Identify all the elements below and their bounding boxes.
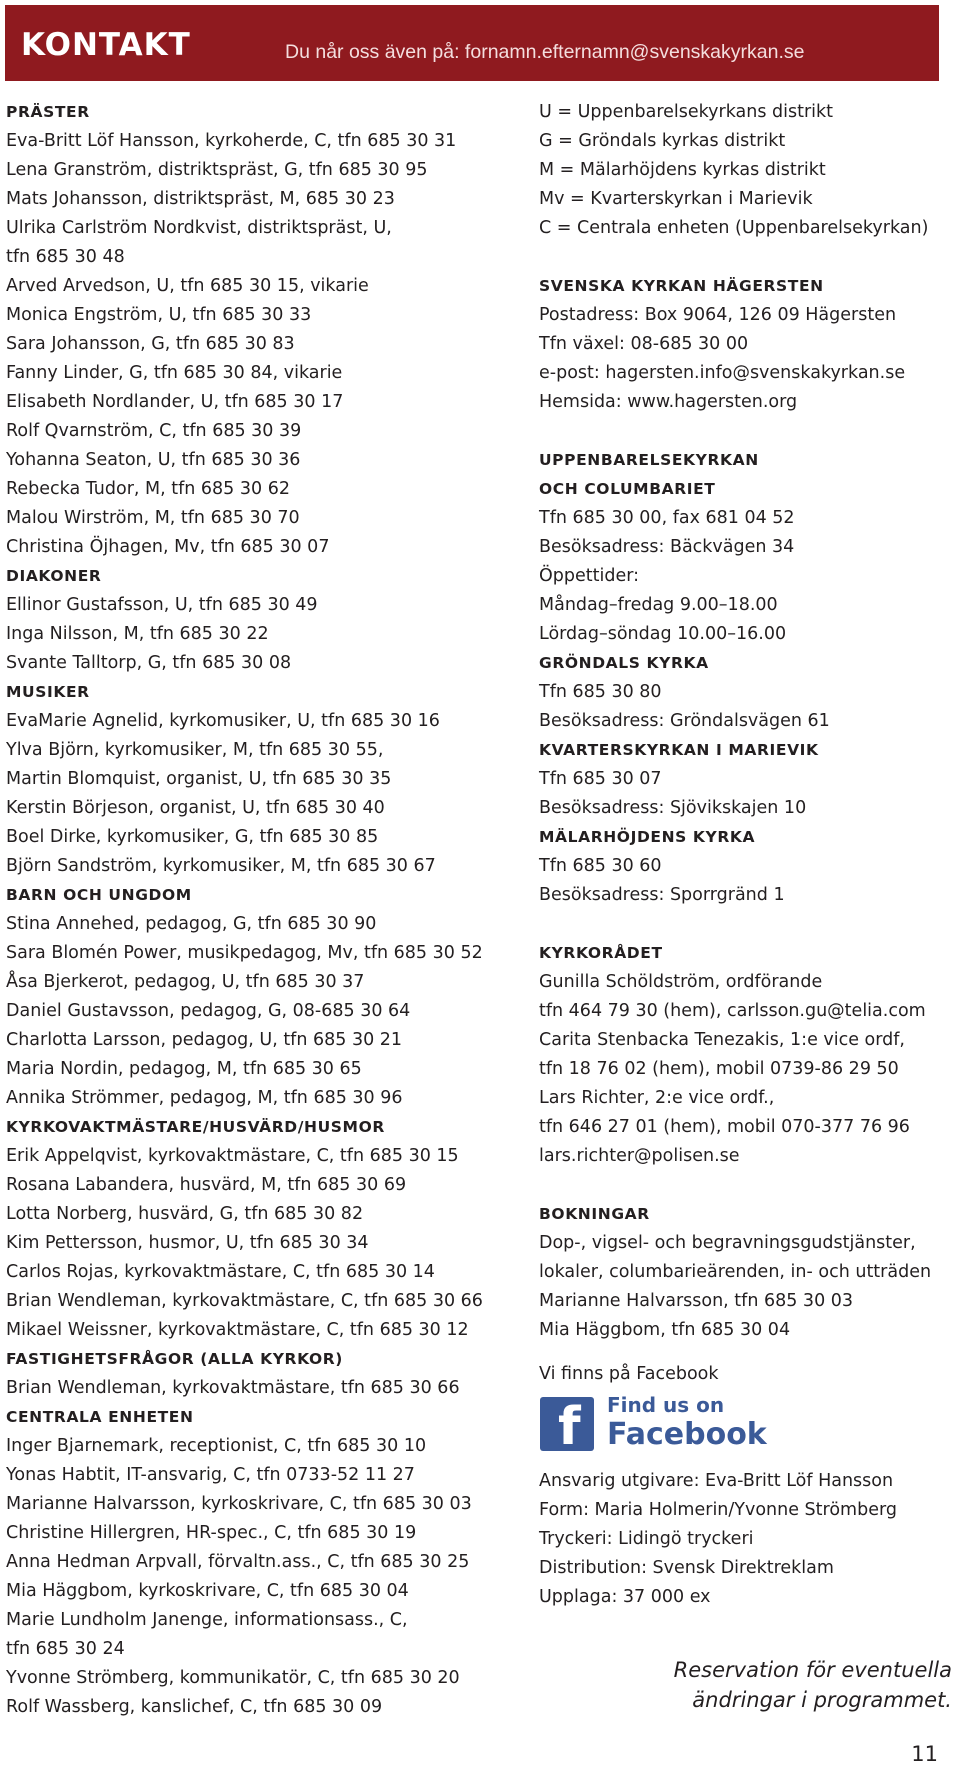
contact-line: Erik Appelqvist, kyrkovaktmästare, C, tfn 685 30 15 xyxy=(6,1146,459,1166)
contact-line: Ylva Björn, kyrkomusiker, M, tfn 685 30 55, xyxy=(6,740,384,760)
contact-line: Kim Pettersson, husmor, U, tfn 685 30 34 xyxy=(6,1233,369,1253)
legend-line: Mv = Kvarterskyrkan i Marievik xyxy=(539,189,813,209)
contact-line: Rosana Labandera, husvärd, M, tfn 685 30 69 xyxy=(6,1175,407,1195)
facebook-icon: f xyxy=(540,1397,594,1451)
legend-line: M = Mälarhöjdens kyrkas distrikt xyxy=(539,160,826,180)
section-heading-bokningar: BOKNINGAR xyxy=(539,1205,650,1223)
kyrkoradet-line: Gunilla Schöldström, ordförande xyxy=(539,972,823,992)
bokningar-line: Marianne Halvarsson, tfn 685 30 03 xyxy=(539,1291,854,1311)
contact-line: Monica Engström, U, tfn 685 30 33 xyxy=(6,305,312,325)
section-heading: MUSIKER xyxy=(6,683,90,701)
contact-line: Sara Blomén Power, musikpedagog, Mv, tfn 685 30 52 xyxy=(6,943,483,963)
contact-line: Elisabeth Nordlander, U, tfn 685 30 17 xyxy=(6,392,344,412)
contact-line: Yohanna Seaton, U, tfn 685 30 36 xyxy=(6,450,301,470)
contact-line: Charlotta Larsson, pedagog, U, tfn 685 30 21 xyxy=(6,1030,403,1050)
reservation-note xyxy=(600,1655,952,1715)
header-banner xyxy=(5,5,939,81)
grondal-line: Besöksadress: Gröndalsvägen 61 xyxy=(539,711,830,731)
contact-line: Lotta Norberg, husvärd, G, tfn 685 30 82 xyxy=(6,1204,364,1224)
contact-line: Stina Annehed, pedagog, G, tfn 685 30 90 xyxy=(6,914,377,934)
contact-line: Fanny Linder, G, tfn 685 30 84, vikarie xyxy=(6,363,343,383)
contact-line: Annika Strömmer, pedagog, M, tfn 685 30 96 xyxy=(6,1088,403,1108)
section-heading: BARN OCH UNGDOM xyxy=(6,886,192,904)
reservation-line: ändringar i programmet. xyxy=(692,1688,952,1712)
uppenbarelse-line: Öppettider: xyxy=(539,566,640,586)
grondal-line: Tfn 685 30 80 xyxy=(539,682,662,702)
colophon-line: Distribution: Svensk Direktreklam xyxy=(539,1558,834,1578)
page-title: KONTAKT xyxy=(21,27,191,63)
facebook-intro: Vi finns på Facebook xyxy=(539,1364,719,1384)
section-heading: DIAKONER xyxy=(6,567,102,585)
kyrkoradet-line: tfn 646 27 01 (hem), mobil 070-377 76 96 xyxy=(539,1117,910,1137)
contact-line: Marianne Halvarsson, kyrkoskrivare, C, tfn 685 30 03 xyxy=(6,1494,472,1514)
section-heading: FASTIGHETSFRÅGOR (ALLA KYRKOR) xyxy=(6,1350,343,1368)
contact-line: Mikael Weissner, kyrkovaktmästare, C, tfn 685 30 12 xyxy=(6,1320,469,1340)
section-heading: KYRKOVAKTMÄSTARE/HUSVÄRD/HUSMOR xyxy=(6,1118,385,1136)
contact-line: EvaMarie Agnelid, kyrkomusiker, U, tfn 685 30 16 xyxy=(6,711,440,731)
section-heading-hagersten: SVENSKA KYRKAN HÄGERSTEN xyxy=(539,277,824,295)
contact-line: Christine Hillergren, HR-spec., C, tfn 685 30 19 xyxy=(6,1523,417,1543)
contact-line: Marie Lundholm Janenge, informationsass., C, xyxy=(6,1610,408,1630)
hagersten-line: Tfn växel: 08-685 30 00 xyxy=(539,334,749,354)
contact-line: Carlos Rojas, kyrkovaktmästare, C, tfn 685 30 14 xyxy=(6,1262,435,1282)
colophon-line: Tryckeri: Lidingö tryckeri xyxy=(539,1529,754,1549)
contact-line: Kerstin Börjeson, organist, U, tfn 685 30 40 xyxy=(6,798,385,818)
uppenbarelse-line: Tfn 685 30 00, fax 681 04 52 xyxy=(539,508,795,528)
contact-line: Ulrika Carlström Nordkvist, distriktspräst, U, xyxy=(6,218,392,238)
contact-line: Sara Johansson, G, tfn 685 30 83 xyxy=(6,334,295,354)
reservation-line: Reservation för eventuella xyxy=(673,1658,952,1682)
contact-line: Mats Johansson, distriktspräst, M, 685 30 23 xyxy=(6,189,395,209)
contact-line: Boel Dirke, kyrkomusiker, G, tfn 685 30 85 xyxy=(6,827,379,847)
kyrkoradet-line: lars.richter@polisen.se xyxy=(539,1146,740,1166)
section-heading: CENTRALA ENHETEN xyxy=(6,1408,194,1426)
hagersten-line: Postadress: Box 9064, 126 09 Hägersten xyxy=(539,305,897,325)
contact-line: Arved Arvedson, U, tfn 685 30 15, vikarie xyxy=(6,276,369,296)
colophon-line: Upplaga: 37 000 ex xyxy=(539,1587,711,1607)
contact-line: tfn 685 30 48 xyxy=(6,247,125,267)
contact-line: Rolf Qvarnström, C, tfn 685 30 39 xyxy=(6,421,302,441)
contact-line: Mia Häggbom, kyrkoskrivare, C, tfn 685 30 04 xyxy=(6,1581,409,1601)
legend-line: C = Centrala enheten (Uppenbarelsekyrkan) xyxy=(539,218,929,238)
contact-line: Martin Blomquist, organist, U, tfn 685 30 35 xyxy=(6,769,392,789)
page-number: 11 xyxy=(911,1742,938,1766)
facebook-wordmark: Facebook xyxy=(607,1417,767,1452)
contact-line: Yvonne Strömberg, kommunikatör, C, tfn 685 30 20 xyxy=(6,1668,460,1688)
kvarter-line: Tfn 685 30 07 xyxy=(539,769,662,789)
kyrkoradet-line: tfn 464 79 30 (hem), carlsson.gu@telia.com xyxy=(539,1001,926,1021)
section-heading-kvarterskyrkan: KVARTERSKYRKAN I MARIEVIK xyxy=(539,741,819,759)
bokningar-line: lokaler, columbarieärenden, in- och utträden xyxy=(539,1262,932,1282)
section-heading-grondal: GRÖNDALS KYRKA xyxy=(539,654,709,672)
contact-line: Daniel Gustavsson, pedagog, G, 08-685 30 64 xyxy=(6,1001,411,1021)
bokningar-line: Mia Häggbom, tfn 685 30 04 xyxy=(539,1320,791,1340)
facebook-find-us: Find us on xyxy=(607,1393,725,1417)
uppenbarelse-line: Besöksadress: Bäckvägen 34 xyxy=(539,537,795,557)
contact-line: Björn Sandström, kyrkomusiker, M, tfn 685 30 67 xyxy=(6,856,436,876)
kyrkoradet-line: Lars Richter, 2:e vice ordf., xyxy=(539,1088,775,1108)
section-heading-malarhojden: MÄLARHÖJDENS KYRKA xyxy=(539,828,756,846)
hagersten-website-link[interactable]: Hemsida: www.hagersten.org xyxy=(539,392,798,412)
contact-line: Lena Granström, distriktspräst, G, tfn 685 30 95 xyxy=(6,160,428,180)
contact-line: Åsa Bjerkerot, pedagog, U, tfn 685 30 37 xyxy=(6,972,365,992)
contact-line: Rebecka Tudor, M, tfn 685 30 62 xyxy=(6,479,290,499)
kyrkoradet-line: tfn 18 76 02 (hem), mobil 0739-86 29 50 xyxy=(539,1059,899,1079)
section-heading-columbariet: OCH COLUMBARIET xyxy=(539,480,716,498)
section-heading: PRÄSTER xyxy=(6,103,90,121)
malarhojden-line: Tfn 685 30 60 xyxy=(539,856,662,876)
colophon-line: Form: Maria Holmerin/Yvonne Strömberg xyxy=(539,1500,897,1520)
contact-line: Svante Talltorp, G, tfn 685 30 08 xyxy=(6,653,292,673)
section-heading-kyrkoradet: KYRKORÅDET xyxy=(539,944,663,962)
contact-line: Ellinor Gustafsson, U, tfn 685 30 49 xyxy=(6,595,318,615)
contact-line: Eva-Britt Löf Hansson, kyrkoherde, C, tfn 685 30 31 xyxy=(6,131,457,151)
email-format-note: Du når oss även på: fornamn.efternamn@svenskakyrkan.se xyxy=(285,41,805,63)
contact-line: Inga Nilsson, M, tfn 685 30 22 xyxy=(6,624,269,644)
bokningar-line: Dop-, vigsel- och begravningsgudstjänster, xyxy=(539,1233,916,1253)
malarhojden-line: Besöksadress: Sporrgränd 1 xyxy=(539,885,785,905)
legend-line: U = Uppenbarelsekyrkans distrikt xyxy=(539,102,834,122)
facebook-badge[interactable] xyxy=(539,1395,954,1457)
kvarter-line: Besöksadress: Sjövikskajen 10 xyxy=(539,798,807,818)
colophon-line: Ansvarig utgivare: Eva-Britt Löf Hansson xyxy=(539,1471,894,1491)
contact-line: Rolf Wassberg, kanslichef, C, tfn 685 30 09 xyxy=(6,1697,383,1717)
contact-line: Malou Wirström, M, tfn 685 30 70 xyxy=(6,508,300,528)
section-heading-uppenbarelsekyrkan: UPPENBARELSEKYRKAN xyxy=(539,451,759,469)
hagersten-email-link[interactable]: e-post: hagersten.info@svenskakyrkan.se xyxy=(539,363,906,383)
uppenbarelse-line: Måndag–fredag 9.00–18.00 xyxy=(539,595,778,615)
staff-directory-column xyxy=(6,98,526,1722)
contact-line: Christina Öjhagen, Mv, tfn 685 30 07 xyxy=(6,537,330,557)
info-column xyxy=(539,98,954,1612)
contact-line: Brian Wendleman, kyrkovaktmästare, C, tfn 685 30 66 xyxy=(6,1291,483,1311)
contact-line: Brian Wendleman, kyrkovaktmästare, tfn 685 30 66 xyxy=(6,1378,460,1398)
legend-line: G = Gröndals kyrkas distrikt xyxy=(539,131,786,151)
contact-line: Anna Hedman Arpvall, förvaltn.ass., C, tfn 685 30 25 xyxy=(6,1552,470,1572)
contact-line: Yonas Habtit, IT-ansvarig, C, tfn 0733-52 11 27 xyxy=(6,1465,415,1485)
contact-line: Inger Bjarnemark, receptionist, C, tfn 685 30 10 xyxy=(6,1436,427,1456)
contact-line: tfn 685 30 24 xyxy=(6,1639,125,1659)
kyrkoradet-line: Carita Stenbacka Tenezakis, 1:e vice ordf, xyxy=(539,1030,905,1050)
uppenbarelse-line: Lördag–söndag 10.00–16.00 xyxy=(539,624,787,644)
contact-line: Maria Nordin, pedagog, M, tfn 685 30 65 xyxy=(6,1059,362,1079)
